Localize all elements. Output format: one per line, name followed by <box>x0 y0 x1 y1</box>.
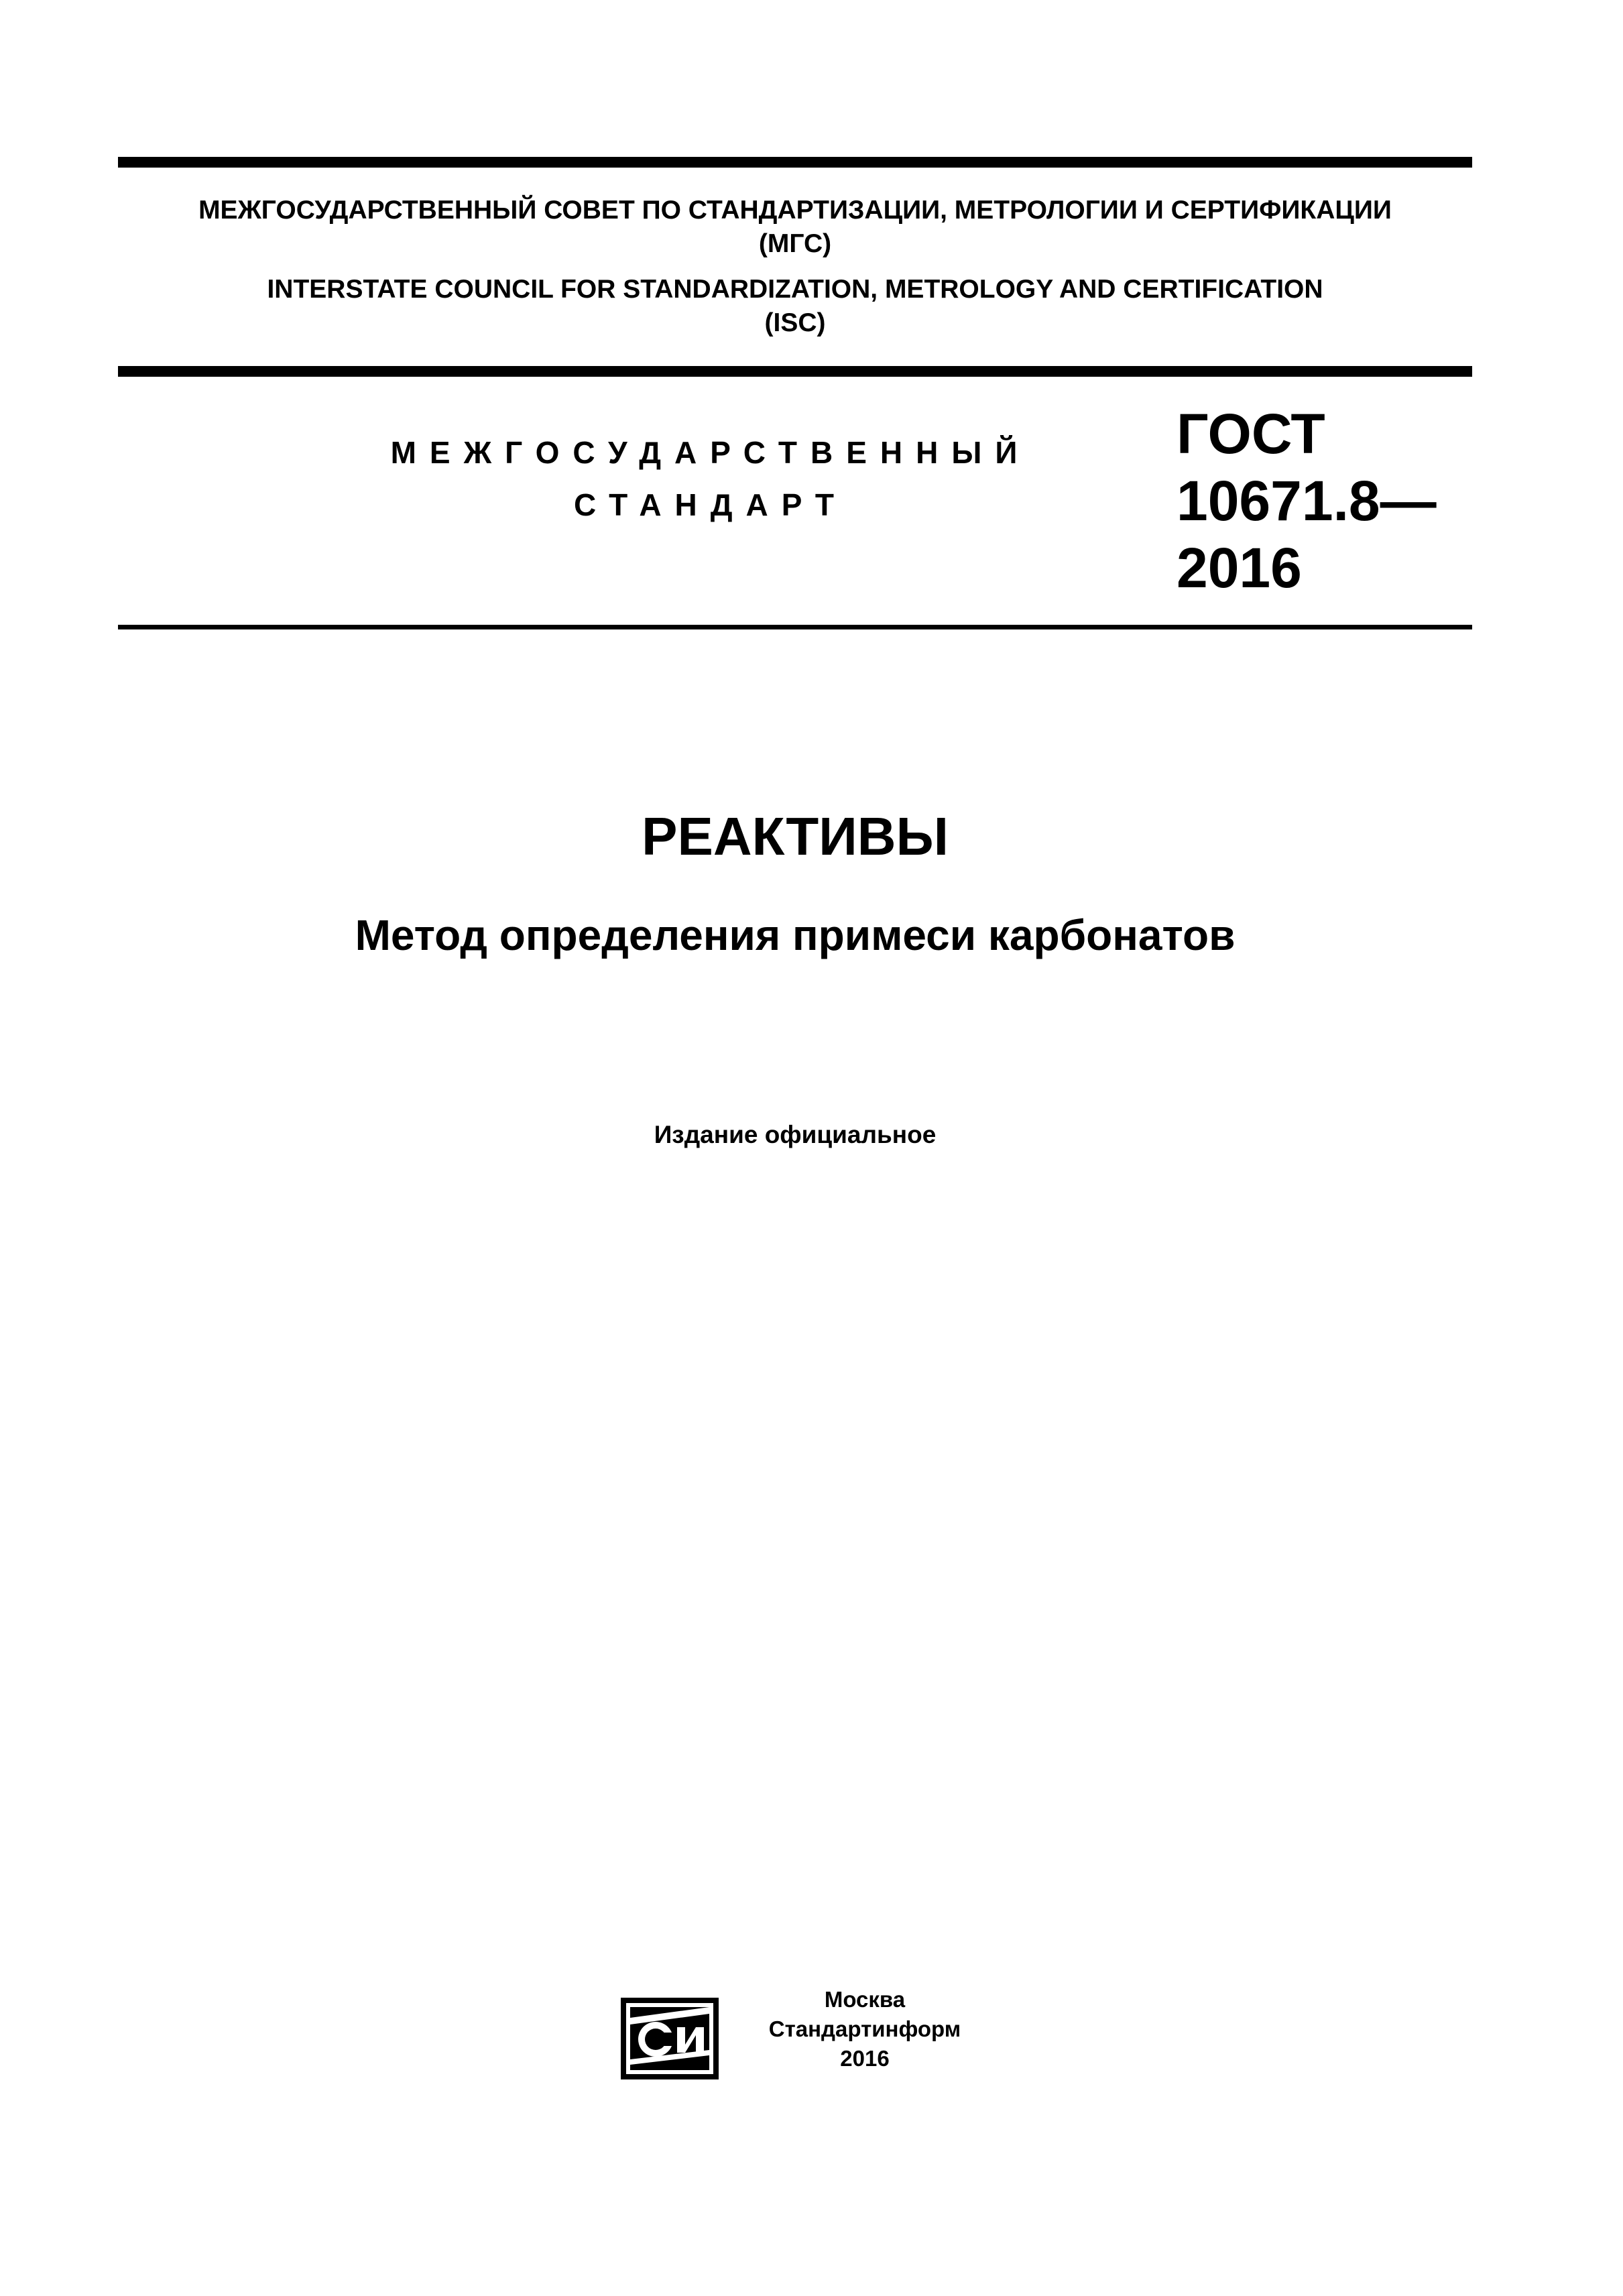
gost-year: 2016 <box>1177 536 1302 599</box>
top-rule <box>118 157 1472 168</box>
council-name-en: INTERSTATE COUNCIL FOR STANDARDIZATION, METROLOGY AND CERTIFICATION <box>267 275 1323 304</box>
publisher-name: Стандартинформ <box>768 2016 961 2041</box>
edition-note: Издание официальное <box>654 1121 937 1148</box>
standartinform-logo-icon <box>621 1998 719 2079</box>
header-bottom-rule <box>118 625 1472 629</box>
standard-type-label-2: СТАНДАРТ <box>574 487 847 522</box>
gost-designation: ГОСТ <box>1177 402 1325 465</box>
council-abbr-ru: (МГС) <box>758 229 832 258</box>
standard-type-label: МЕЖГОСУДАРСТВЕННЫЙ <box>390 435 1031 470</box>
gost-number: 10671.8— <box>1177 469 1437 532</box>
document-subtitle: Метод определения примеси карбонатов <box>355 911 1236 959</box>
council-name-ru: МЕЖГОСУДАРСТВЕННЫЙ СОВЕТ ПО СТАНДАРТИЗАЦИИ, МЕТРОЛОГИИ И СЕРТИФИКАЦИИ <box>198 196 1392 225</box>
publisher-city: Москва <box>824 1987 906 2012</box>
middle-rule <box>118 366 1472 377</box>
document-title: РЕАКТИВЫ <box>642 806 949 866</box>
council-abbr-en: (ISC) <box>764 308 826 337</box>
publisher-year: 2016 <box>840 2046 890 2071</box>
